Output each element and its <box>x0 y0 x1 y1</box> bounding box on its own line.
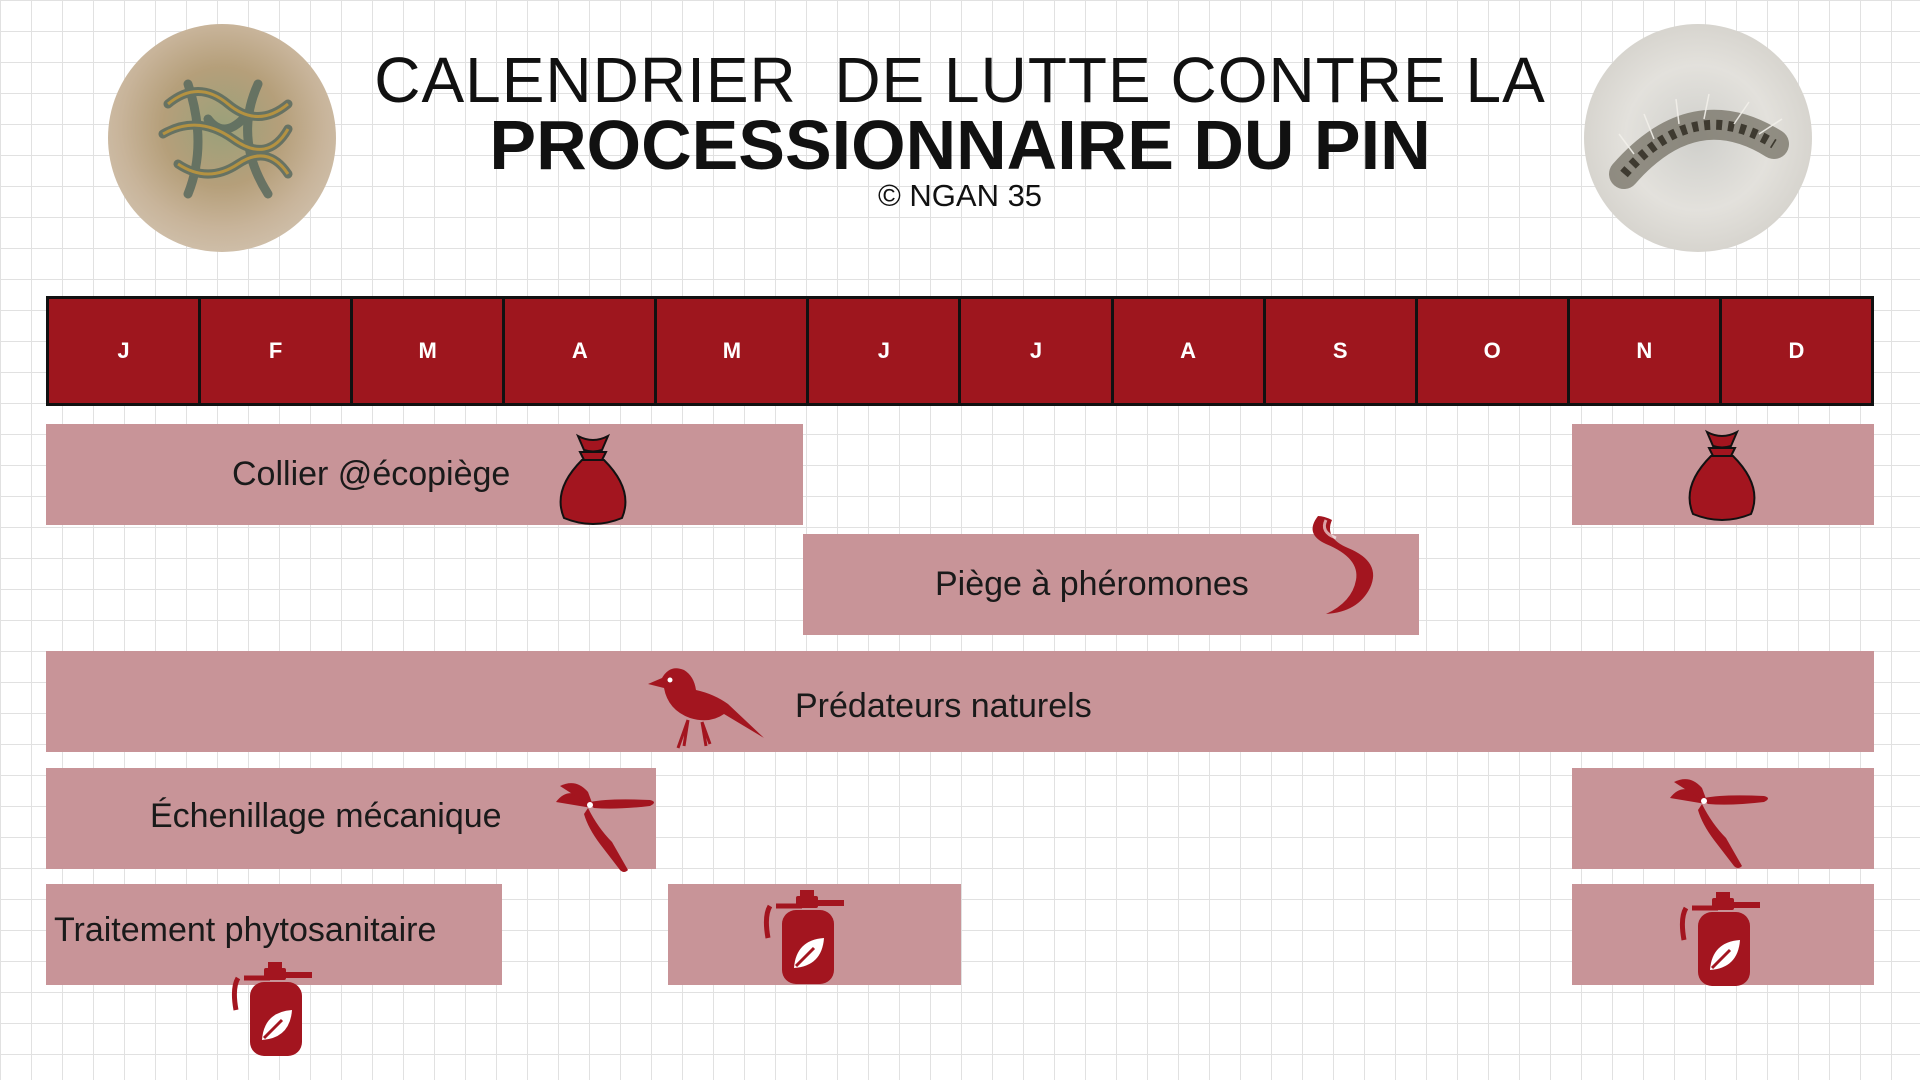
month-may: M <box>657 299 809 403</box>
scent-wave-icon <box>1296 512 1386 617</box>
month-aug: A <box>1114 299 1266 403</box>
month-apr: A <box>505 299 657 403</box>
pruning-shears-icon <box>550 776 660 876</box>
sack-icon <box>1685 428 1759 524</box>
sprayer-icon <box>230 960 320 1058</box>
month-oct: O <box>1418 299 1570 403</box>
month-header <box>46 296 1874 406</box>
month-jan: J <box>49 299 201 403</box>
echenillage-label: Échenillage mécanique <box>150 797 502 835</box>
title-line-2: PROCESSIONNAIRE DU PIN <box>489 106 1431 184</box>
pruning-shears-icon <box>1664 772 1774 872</box>
sack-icon <box>556 432 630 528</box>
sprayer-icon <box>762 888 852 986</box>
sprayer-icon <box>1678 890 1768 988</box>
collier-label: Collier @écopiège <box>232 455 511 493</box>
month-nov: N <box>1570 299 1722 403</box>
title-line-1: CALENDRIER DE LUTTE CONTRE LA <box>374 44 1546 116</box>
month-jul: J <box>961 299 1113 403</box>
month-dec: D <box>1788 338 1805 363</box>
month-sep: S <box>1266 299 1418 403</box>
credit-text: © NGAN 35 <box>877 178 1043 213</box>
predateurs-label: Prédateurs naturels <box>795 687 1092 725</box>
piege-label: Piège à phéromones <box>935 565 1249 603</box>
month-jun: J <box>809 299 961 403</box>
month-mar: M <box>353 299 505 403</box>
bird-icon <box>644 662 766 752</box>
month-feb: F <box>201 299 353 403</box>
traitement-label: Traitement phytosanitaire <box>54 911 437 949</box>
